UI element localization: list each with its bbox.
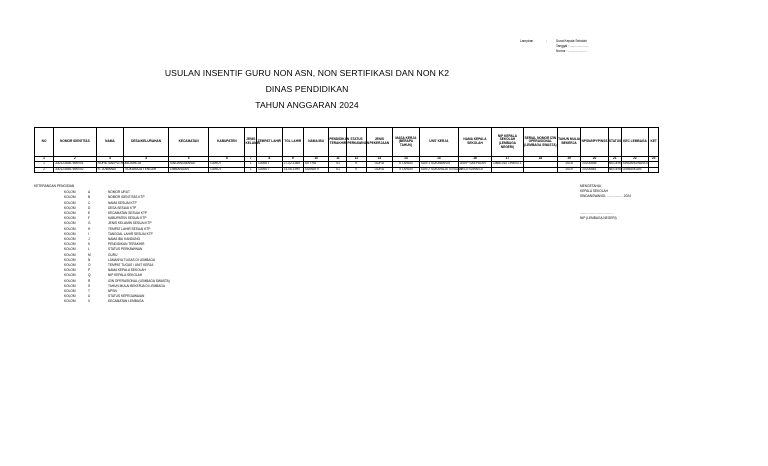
keterangan-field: KOLOM xyxy=(64,237,76,242)
column-number: 20 xyxy=(581,157,609,162)
keterangan-field: LAMANYA TUGAS DI LEMBAGA xyxy=(108,257,155,262)
lampiran-k xyxy=(520,49,546,54)
keterangan-field: H xyxy=(88,226,91,231)
keterangan-field: L xyxy=(88,247,90,252)
keterangan-field: T xyxy=(88,289,90,294)
keterangan-field: KOLOM xyxy=(64,289,76,294)
column-header: NIP KEPALA SEKOLAH (LEMBAGA NEGERI) xyxy=(491,128,523,157)
table-cell: LIMBANGAN xyxy=(621,167,649,173)
table-cell: 27-02-1985 xyxy=(282,162,303,168)
keterangan-field: KOLOM xyxy=(64,205,76,210)
column-header: STATUS xyxy=(608,128,621,157)
sign-line-1: MENGETAHUI xyxy=(580,184,602,188)
column-header: KABUPATEN xyxy=(209,128,245,157)
table-cell: GARUT xyxy=(209,167,245,173)
table-cell: GURU xyxy=(366,167,393,173)
column-number: 2 xyxy=(54,157,97,162)
table-cell: L xyxy=(245,162,257,168)
lampiran-v: Nomor : ..................... xyxy=(556,49,587,54)
table-cell xyxy=(491,167,523,173)
column-header: NPSN/NPYP/NSS xyxy=(581,128,609,157)
keterangan-field: NAMA IBU KANDUNG xyxy=(108,237,141,242)
keterangan-field: GURU xyxy=(108,252,118,257)
column-number: 10 xyxy=(303,157,329,162)
table-cell: 3301234567890001 xyxy=(54,162,97,168)
table-cell: SDN 2 SUKARAJA TENGAH xyxy=(420,166,462,171)
table-cell: K xyxy=(347,162,366,168)
keterangan-field: J xyxy=(88,237,90,242)
column-number: 17 xyxy=(491,157,523,162)
keterangan-field: KOLOM xyxy=(64,278,76,283)
column-header: PENDIDIKAN TERAKHIR xyxy=(329,128,347,157)
keterangan-field: NOMOR IDENTITAS KTP xyxy=(108,195,145,200)
column-header: UNIT KERJA xyxy=(419,128,458,157)
column-number: 1 xyxy=(35,157,54,162)
table-cell: R. JUWANDI xyxy=(96,167,124,173)
table-cell: 6 TAHUN xyxy=(393,162,420,168)
keterangan-field: K xyxy=(88,242,91,247)
table-cell: SIDAREJA xyxy=(124,162,169,168)
column-header: NO xyxy=(35,128,54,157)
table-cell: 2018 xyxy=(557,162,580,168)
lampiran-v: Tanggal : ..................... xyxy=(556,44,589,49)
table-cell: 20200861 xyxy=(581,167,609,173)
column-number: 18 xyxy=(523,157,557,162)
keterangan-field: R xyxy=(88,278,91,283)
table-cell: SUKARAJA TENGAH xyxy=(124,167,169,173)
lampiran-row xyxy=(520,49,588,54)
keterangan-field: KOLOM xyxy=(64,263,76,268)
table-cell: K xyxy=(347,167,366,173)
column-number: 4 xyxy=(124,157,169,162)
keterangan-field: KOLOM xyxy=(64,247,76,252)
table-cell xyxy=(523,167,557,173)
keterangan-field: STATUS KEPEGAWAIAN xyxy=(108,294,145,299)
keterangan-field: TAHUN MULAI BEKERJA DI LEMBAGA xyxy=(108,283,165,288)
keterangan-field: NPSN xyxy=(108,289,117,294)
table-cell: SDN 1 SUKAWANGI xyxy=(419,162,458,168)
keterangan-field: NIP KEPALA SEKOLAH xyxy=(108,273,143,278)
keterangan-field: PENDIDIKAN TERAKHIR xyxy=(108,242,145,247)
keterangan-field: Q xyxy=(88,273,91,278)
keterangan-field: M xyxy=(88,252,91,257)
keterangan-field: IZIN OPERASIONAL (LEMBAGA SWASTA) xyxy=(108,278,170,283)
usulan-table xyxy=(34,127,659,173)
keterangan-field: KOLOM xyxy=(64,190,76,195)
keterangan-field: E xyxy=(88,211,91,216)
lampiran-c: : xyxy=(546,39,547,43)
keterangan-field: P xyxy=(88,268,91,273)
table-header-row xyxy=(35,128,659,157)
column-number: 5 xyxy=(168,157,208,162)
column-header: NAMA KEPALA SEKOLAH xyxy=(459,128,492,157)
keterangan-field: KOLOM xyxy=(64,211,76,216)
keterangan-field: DESA SESUAI KTP xyxy=(108,205,137,210)
table-cell: ROHIL SAEPUTRO xyxy=(97,161,126,166)
table-cell: 2 xyxy=(35,167,54,173)
column-number: 15 xyxy=(419,157,458,162)
table-cell: S1 xyxy=(329,162,347,168)
column-number: 16 xyxy=(459,157,492,162)
keterangan-field: N xyxy=(88,257,91,262)
column-header: KET xyxy=(649,128,659,157)
column-header: JENIS PEKERJAAN xyxy=(366,128,393,157)
keterangan-field: KECAMATAN SESUAI KTP xyxy=(108,211,148,216)
keterangan-field: NOMOR URUT xyxy=(108,190,130,195)
table-cell: 14-06-1990 xyxy=(282,167,303,173)
keterangan-field: I xyxy=(88,231,89,236)
keterangan-field: KOLOM xyxy=(64,283,76,288)
table-cell: GURU xyxy=(366,162,393,168)
sign-nip: NIP (LEMBAGA NEGERI) xyxy=(580,215,617,220)
column-number: 13 xyxy=(366,157,393,162)
table-cell: 1 xyxy=(35,162,54,168)
table-cell: LIMBANGAN xyxy=(168,167,208,173)
keterangan-field: C xyxy=(88,200,91,205)
keterangan-field: KOLOM xyxy=(64,268,76,273)
keterangan-field: KOLOM xyxy=(64,273,76,278)
column-header: TAHUN MULAI BEKERJA xyxy=(557,128,580,157)
doc-title-year: TAHUN ANGGARAN 2024 xyxy=(255,100,359,110)
doc-title-agency: DINAS PENDIDIKAN xyxy=(265,84,349,94)
table-cell: SUMARTI xyxy=(303,167,329,173)
keterangan-field: U xyxy=(88,294,91,299)
keterangan-field: NAMA SESUAI KTP xyxy=(108,200,137,205)
keterangan-field: O xyxy=(88,263,91,268)
column-number: 3 xyxy=(96,157,124,162)
keterangan-field: KOLOM xyxy=(64,257,76,262)
table-row xyxy=(35,167,659,173)
keterangan-field: KECAMATAN LEMBAGA xyxy=(108,299,144,304)
keterangan-block xyxy=(34,184,170,305)
column-number: 12 xyxy=(347,157,366,162)
table-cell: DEDI SUHAEDI xyxy=(459,167,492,173)
column-header: SERIAL NOMOR IZIN OPERASIONAL (LEMBAGA SWASTA) xyxy=(523,128,557,157)
keterangan-field: NAMA KEPALA SEKOLAH xyxy=(108,268,146,273)
sign-line-3: SINDANGWANGI, .................. 2024 xyxy=(580,194,631,199)
table-cell xyxy=(649,167,659,173)
table-cell: GARUT xyxy=(209,162,245,168)
keterangan-field: JENIS KELAMIN SESUAI KTP xyxy=(108,221,152,226)
column-header: JENIS KELAMIN xyxy=(245,128,257,157)
table-cell: 2019 xyxy=(557,167,580,173)
keterangan-field: G xyxy=(88,221,91,226)
keterangan-field: KOLOM xyxy=(64,221,76,226)
column-header: NAMA xyxy=(96,128,124,157)
keterangan-title: KETERANGAN PENGISIAN xyxy=(34,184,75,188)
keterangan-field: KOLOM xyxy=(64,226,76,231)
table-cell: ASEP SAEPUDIN xyxy=(459,162,492,168)
table-cell: 5 TAHUN xyxy=(393,167,420,173)
keterangan-field: KOLOM xyxy=(64,200,76,205)
column-number: 19 xyxy=(557,157,580,162)
table-cell: L xyxy=(245,167,257,173)
keterangan-field: TEMPAT LAHIR SESUAI KTP xyxy=(108,226,151,231)
table-cell: SITI RA xyxy=(303,162,329,168)
column-number: 6 xyxy=(209,157,245,162)
table-cell: 19681010 199003 1 xyxy=(491,162,523,168)
keterangan-field: KABUPATEN SESUAI KTP xyxy=(108,216,147,221)
keterangan-field: STATUS PERKAWINAN xyxy=(108,247,143,252)
keterangan-field: TEMPAT TUGAS / UNIT KERJA xyxy=(108,263,154,268)
keterangan-field: TANGGAL LAHIR SESUAI KTP xyxy=(108,231,153,236)
column-header: STATUS PERKAWINAN xyxy=(347,128,366,157)
table-cell: GARUT xyxy=(257,162,283,168)
column-number: 23 xyxy=(649,157,659,162)
column-header: KEC LEMBAGA xyxy=(621,128,649,157)
keterangan-field: A xyxy=(88,190,91,195)
column-number: 7 xyxy=(245,157,257,162)
table-cell: SINDANGWANGI xyxy=(168,162,208,168)
column-number: 8 xyxy=(257,157,283,162)
column-header: KECAMATAN xyxy=(168,128,208,157)
column-number: 14 xyxy=(393,157,420,162)
column-number: 21 xyxy=(608,157,621,162)
keterangan-field: KOLOM xyxy=(64,195,76,200)
keterangan-field: KOLOM xyxy=(64,299,76,304)
table-cell: SINDANGWANGI xyxy=(622,161,648,166)
keterangan-item xyxy=(34,299,170,304)
table-cell: 20200858 xyxy=(581,162,609,168)
column-header: NOMOR IDENTITAS xyxy=(54,128,97,157)
column-number: 22 xyxy=(621,157,649,162)
keterangan-field: S xyxy=(88,283,91,288)
column-header: MASA KERJA (BERAPA TAHUN) xyxy=(393,128,420,157)
table-cell: 3301234567890002 xyxy=(54,167,97,173)
signature-block xyxy=(580,184,631,221)
doc-title-main: USULAN INSENTIF GURU NON ASN, NON SERTIFIKASI DAN NON K2 xyxy=(164,68,450,78)
table-cell: S1 xyxy=(329,167,347,173)
table-cell: NEGERI xyxy=(608,161,622,166)
keterangan-field: KOLOM xyxy=(64,252,76,257)
column-header: TGL LAHIR xyxy=(282,128,303,157)
keterangan-list xyxy=(34,190,170,304)
keterangan-field: KOLOM xyxy=(64,216,76,221)
keterangan-field: V xyxy=(88,299,91,304)
column-header: DESA/KELURAHAN xyxy=(124,128,169,157)
lampiran-block xyxy=(520,39,588,55)
keterangan-field: KOLOM xyxy=(64,294,76,299)
table-cell: GARUT xyxy=(257,167,283,173)
lampiran-v: Surat Kepala Sekolah xyxy=(556,39,587,43)
column-header: NAMA IBU xyxy=(303,128,329,157)
column-number: 11 xyxy=(329,157,347,162)
sign-line-2: KEPALA SEKOLAH xyxy=(580,189,608,194)
table-cell: NEGERI xyxy=(608,166,622,171)
keterangan-field: D xyxy=(88,205,91,210)
column-number: 9 xyxy=(282,157,303,162)
column-header: TEMPAT LAHIR xyxy=(257,128,283,157)
sign-dots: ...................................... xyxy=(580,210,614,215)
keterangan-field: F xyxy=(88,216,90,221)
keterangan-field: B xyxy=(88,195,91,200)
lampiran-c xyxy=(546,49,556,54)
keterangan-field: KOLOM xyxy=(64,231,76,236)
lampiran-k: Lampiran xyxy=(520,39,534,43)
keterangan-field: KOLOM xyxy=(64,242,76,247)
